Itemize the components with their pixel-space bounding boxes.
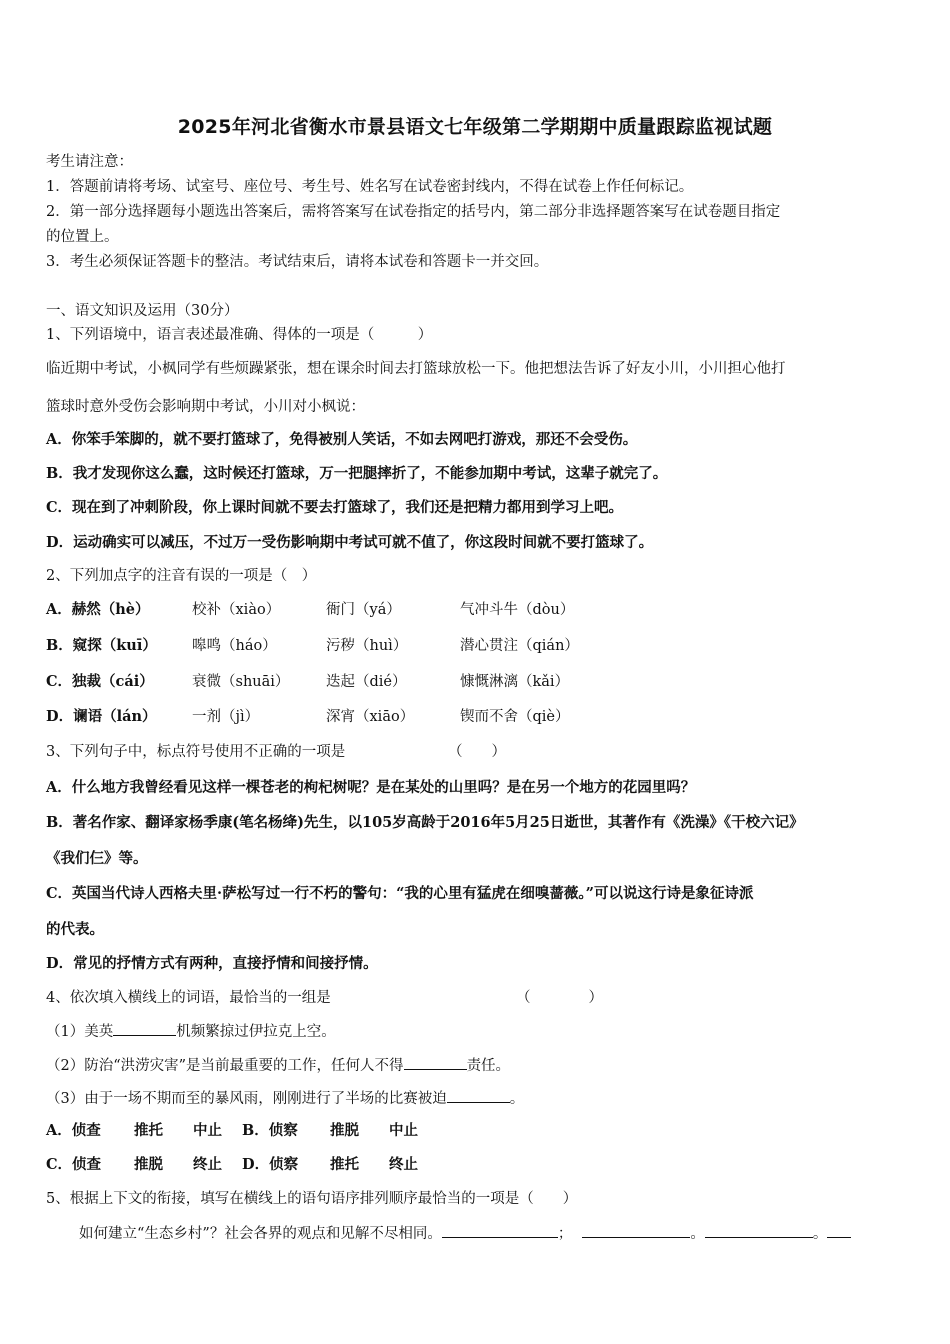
q2-stem: 2、下列加点字的注音有误的一项是（ ） [46, 568, 317, 584]
q2-c-1: C．独裁（cái） [46, 673, 154, 690]
q5-stem: 5、根据上下文的衔接，填写在横线上的语句语序排列顺序最恰当的一项是（ ） [46, 1191, 578, 1207]
q2-b-4: 潜心贯注（qián） [460, 638, 579, 654]
q2-d-3: 深宵（xiāo） [326, 709, 415, 725]
q2-d-1: D．谰语（lán） [46, 708, 157, 725]
q4-option-a-word2: 推托 [134, 1122, 163, 1139]
q4-sentence-3 [46, 1088, 524, 1109]
q4-option-a-word3: 中止 [193, 1122, 222, 1139]
section-heading: 一、语文知识及运用（30分） [46, 303, 239, 319]
q4-s2-before: （2）防治“洪涝灾害”是当前最重要的工作，任何人不得 [46, 1058, 404, 1074]
q4-stem: 4、依次填入横线上的词语，最恰当的一组是 [46, 990, 331, 1006]
q5-sep-3: 。 [812, 1226, 828, 1242]
q4-blank-3 [447, 1088, 510, 1103]
q2-a-1: A．赫然（hè） [46, 601, 150, 618]
q2-c-3: 迭起（dié） [326, 674, 407, 690]
q2-c-4: 慷慨淋漓（kǎi） [460, 674, 570, 690]
q3-option-d: D．常见的抒情方式有两种，直接抒情和间接抒情。 [46, 955, 378, 972]
q4-s3-before: （3）由于一场不期而至的暴风雨，刚刚进行了半场的比赛被迫 [46, 1091, 447, 1107]
q4-option-d-word2: 推托 [330, 1156, 359, 1173]
notice-heading: 考生请注意： [46, 154, 133, 170]
q1-stem: 1、下列语境中，语言表述最准确、得体的一项是（ ） [46, 327, 433, 343]
q5-blank-2 [582, 1223, 690, 1238]
q1-context-line1: 临近期中考试，小枫同学有些烦躁紧张，想在课余时间去打篮球放松一下。他把想法告诉了好友小川，小川担心他打 [46, 361, 786, 377]
q4-option-c-word3: 终止 [193, 1156, 222, 1173]
q4-s1-after: 机频繁掠过伊拉克上空。 [176, 1024, 336, 1040]
q1-option-b: B．我才发现你这么蠢，这时候还打篮球，万一把腿摔折了，不能参加期中考试，这辈子就完了。 [46, 465, 668, 482]
q4-option-c-word2: 推脱 [134, 1156, 163, 1173]
q2-d-4: 锲而不舍（qiè） [460, 709, 570, 725]
q4-sentence-2 [46, 1055, 510, 1076]
notice-item-2: 2．第一部分选择题每小题选出答案后，需将答案写在试卷指定的括号内，第二部分非选择题答案写在试卷题目指定 [46, 204, 781, 220]
q3-option-c-line1: C．英国当代诗人西格夫里·萨松写过一行不朽的警句：“我的心里有猛虎在细嗅蔷薇。”可以说这行诗是象征诗派 [46, 885, 754, 902]
q4-option-d-word3: 终止 [389, 1156, 418, 1173]
q2-a-3: 衙门（yá） [326, 602, 401, 618]
q2-b-2: 嗥鸣（háo） [192, 638, 277, 654]
q5-blank-3 [705, 1223, 813, 1238]
q2-b-1: B．窥探（kuī） [46, 637, 157, 654]
q4-s3-after: 。 [509, 1091, 525, 1107]
q3-option-a: A．什么地方我曾经看见这样一棵苍老的枸杞树呢？是在某处的山里吗？是在另一个地方的花园里吗？ [46, 779, 696, 796]
q1-context-line2: 篮球时意外受伤会影响期中考试，小川对小枫说： [46, 399, 365, 415]
notice-item-1: 1．答题前请将考场、试室号、座位号、考生号、姓名写在试卷密封线内，不得在试卷上作任何标记。 [46, 179, 694, 195]
q5-sep-1: ； [557, 1226, 573, 1242]
q3-option-b-line1: B．著名作家、翻译家杨季康(笔名杨绛)先生，以105岁高龄于2016年5月25日逝世，其著作有《洗澡》《干校六记》 [46, 814, 804, 831]
q2-b-3: 污秽（huì） [326, 638, 408, 654]
q1-option-d: D．运动确实可以减压，不过万一受伤影响期中考试可就不值了，你这段时间就不要打篮球了。 [46, 534, 654, 551]
q4-blank-1 [113, 1021, 176, 1036]
page-title: 2025年河北省衡水市景县语文七年级第二学期期中质量跟踪监视试题 [177, 116, 773, 138]
q4-option-b: B．侦察 [242, 1122, 298, 1139]
q4-sentence-1 [46, 1021, 336, 1042]
q4-s1-before: （1）美英 [46, 1024, 114, 1040]
notice-item-3: 3．考生必须保证答题卡的整洁。考试结束后，请将本试卷和答题卡一并交回。 [46, 254, 549, 270]
q5-text: 如何建立“生态乡村”？社会各界的观点和见解不尽相同。 [79, 1226, 442, 1242]
q5-blank-4 [827, 1223, 851, 1238]
q2-d-2: 一剂（jì） [192, 709, 260, 725]
q4-option-b-word2: 推脱 [330, 1122, 359, 1139]
q3-option-b-line2: 《我们仨》等。 [46, 850, 148, 867]
q4-option-b-word3: 中止 [389, 1122, 418, 1139]
q2-a-4: 气冲斗牛（dòu） [460, 602, 575, 618]
q1-option-a: A．你笨手笨脚的，就不要打篮球了，免得被别人笑话，不如去网吧打游戏，那还不会受伤。 [46, 431, 638, 448]
q3-answer-paren: （ ） [448, 744, 506, 760]
q2-c-2: 衰微（shuāi） [192, 674, 290, 690]
q4-option-c: C．侦查 [46, 1156, 102, 1173]
q4-s2-after: 责任。 [466, 1058, 511, 1074]
notice-item-2-cont: 的位置上。 [46, 229, 119, 245]
q5-sep-2: 。 [690, 1226, 705, 1242]
q3-option-c-line2: 的代表。 [46, 921, 104, 938]
q5-blank-1 [442, 1223, 558, 1238]
q2-a-2: 校补（xiào） [192, 602, 281, 618]
q4-blank-2 [404, 1055, 467, 1070]
q4-option-a: A．侦查 [46, 1122, 101, 1139]
q4-option-d: D．侦察 [242, 1156, 299, 1173]
q4-answer-paren: （ ） [516, 990, 603, 1006]
q1-option-c: C．现在到了冲刺阶段，你上课时间就不要去打篮球了，我们还是把精力都用到学习上吧。 [46, 499, 624, 516]
q5-passage [79, 1223, 851, 1244]
q3-stem: 3、下列句子中，标点符号使用不正确的一项是 [46, 744, 346, 760]
